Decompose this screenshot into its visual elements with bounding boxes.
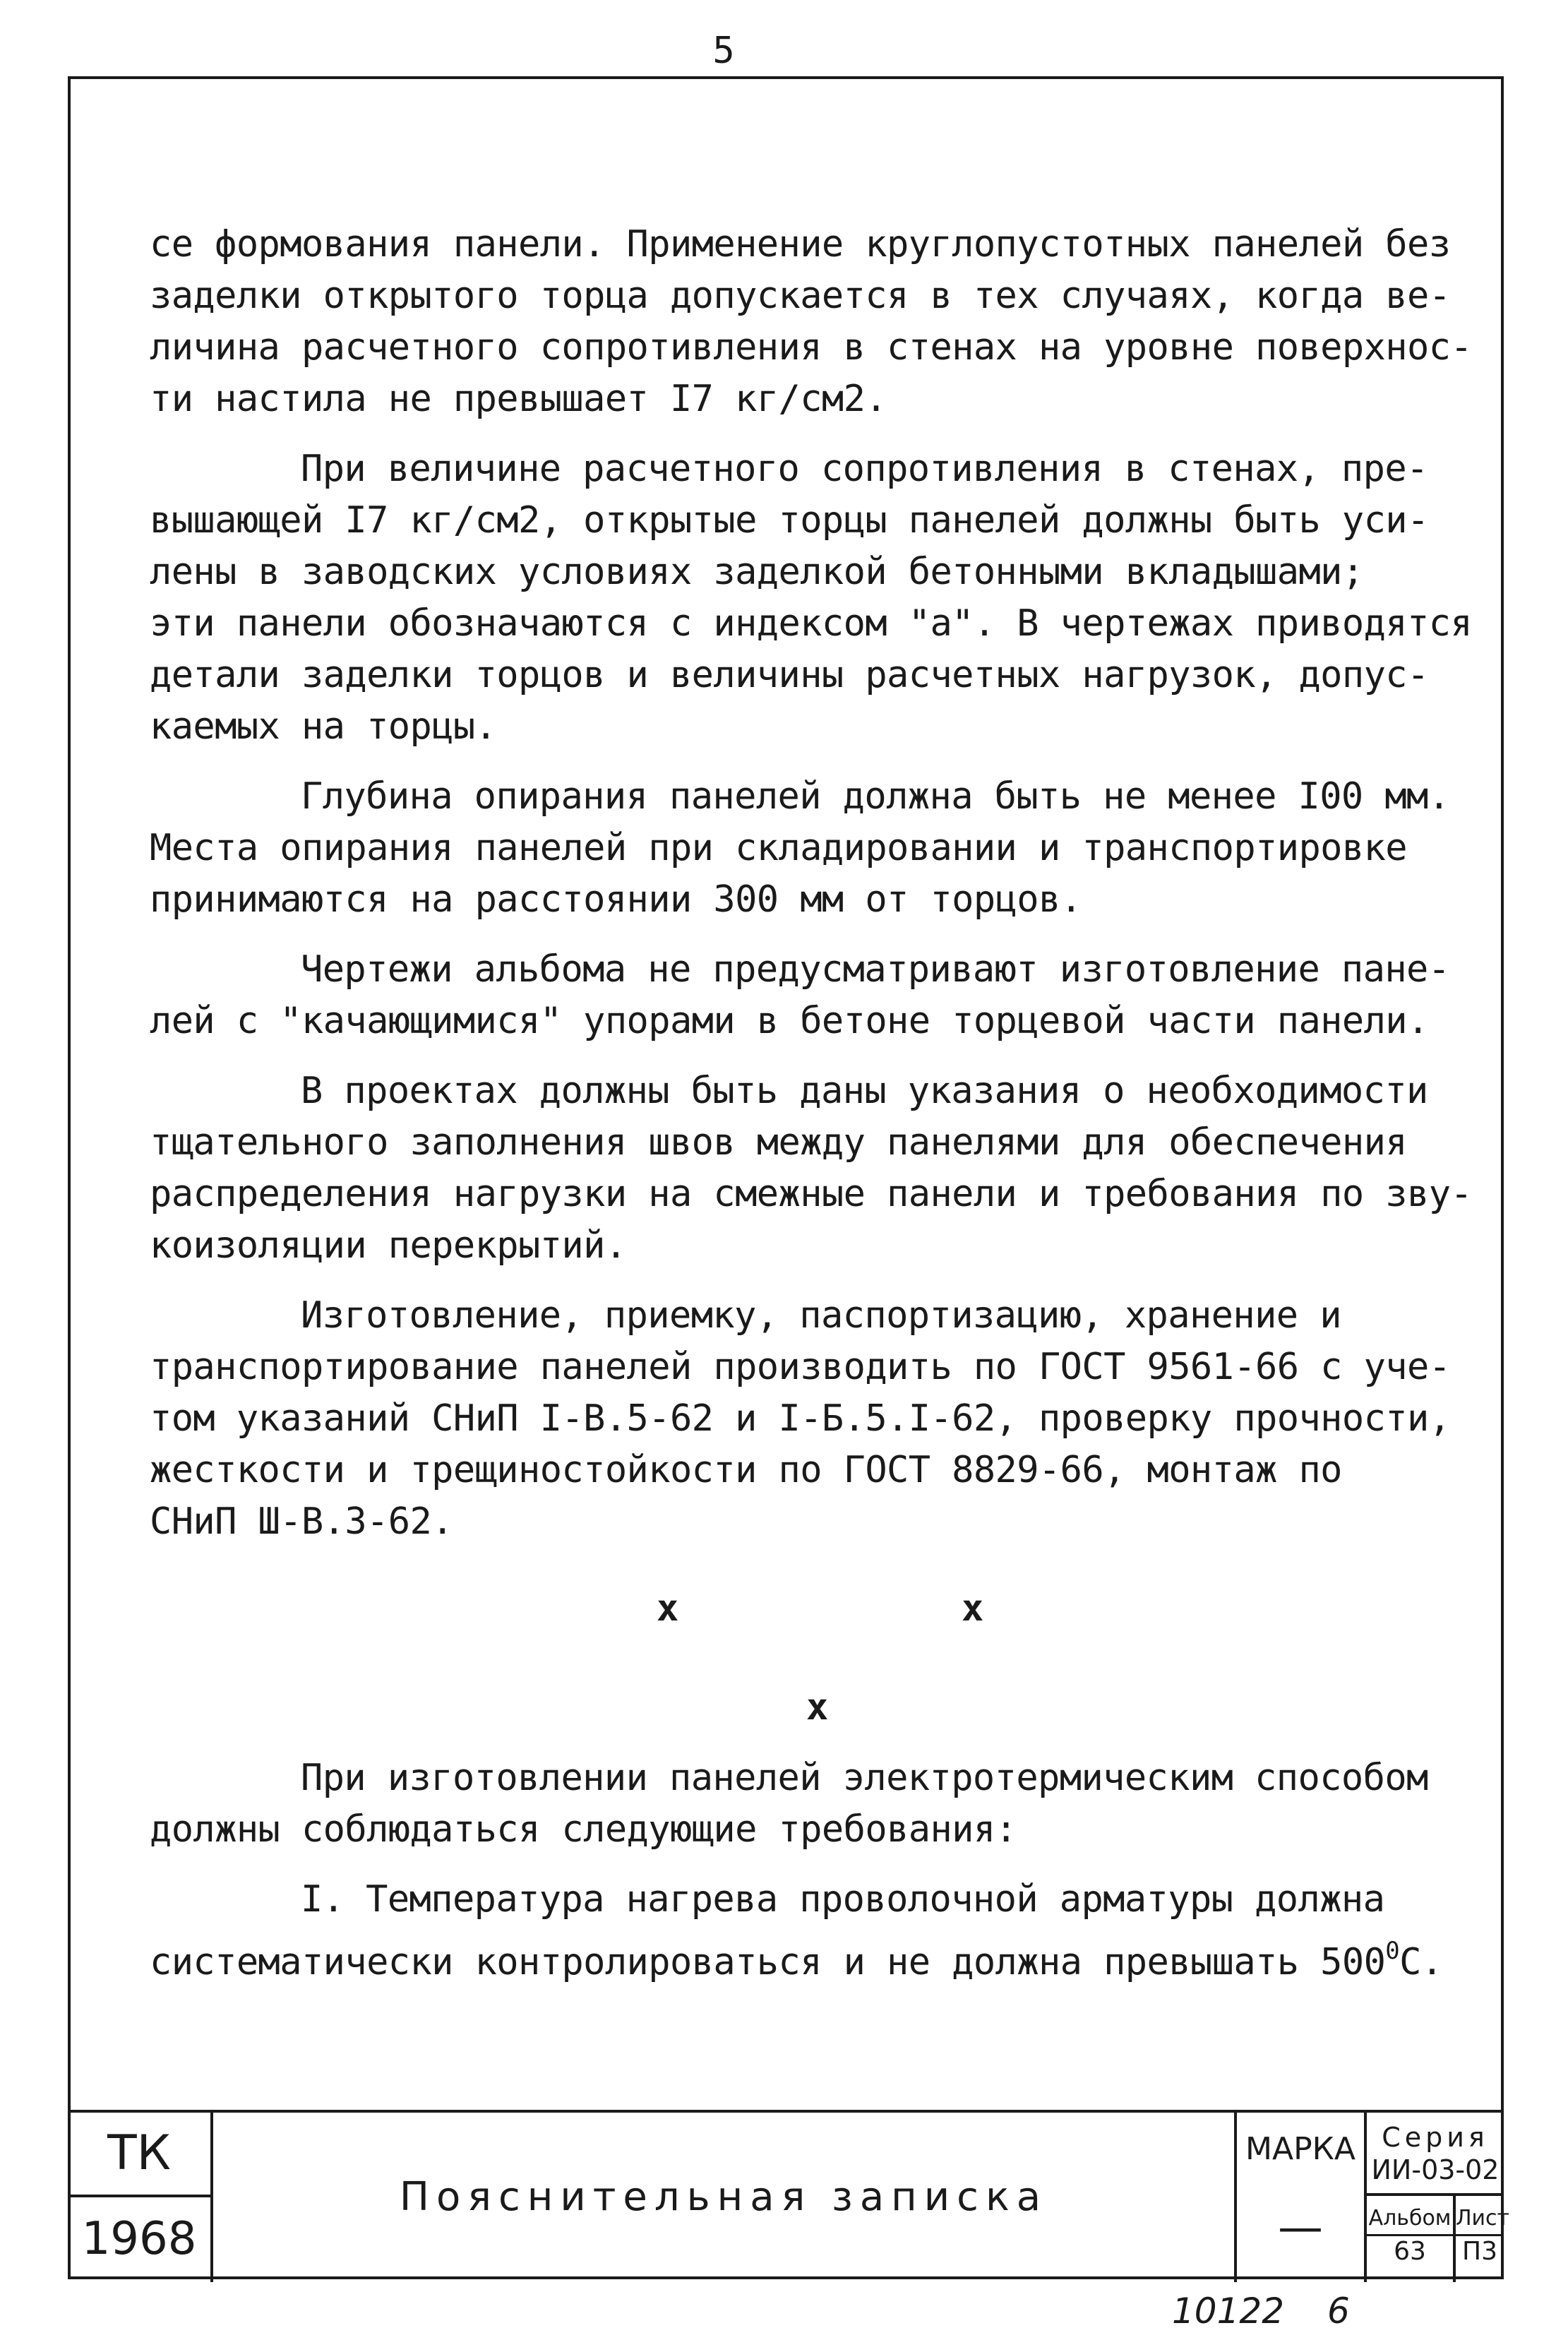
sheet-cell (1456, 2196, 1510, 2282)
text-fragment: С. (1399, 1941, 1443, 1983)
document-body (150, 219, 1473, 2007)
paragraph-1 (150, 219, 1473, 425)
series-value: ИИ-03-02 (1371, 2154, 1500, 2185)
section-separator (150, 1576, 1470, 1729)
sheet-count: 6 (1327, 2291, 1350, 2332)
paragraph-4 (150, 944, 1470, 1047)
separator-mark: x (806, 1686, 828, 1729)
text-line: лены в заводских условиях заделкой бетонными вкладышами; (150, 551, 1364, 593)
text-line: Чертежи альбома не предусматривают изготовление пане- (301, 948, 1450, 991)
text-line: ти настила не превышает I7 кг/см2. (150, 378, 887, 420)
page-number: 5 (712, 30, 735, 72)
paragraph-8 (150, 1874, 1470, 1988)
marka-label: МАРКА (1245, 2131, 1355, 2167)
archive-number: 10122 (1172, 2291, 1285, 2332)
text-fragment: систематически контролироваться и не должна превышать 500 (150, 1941, 1386, 1983)
text-line: принимаются на расстоянии 300 мм от торцов. (150, 878, 1082, 921)
series-label: Серия (1382, 2122, 1489, 2153)
text-line: личина расчетного сопротивления в стенах на уровне поверхнос- (150, 326, 1473, 369)
organization-code: ТК (68, 2113, 213, 2197)
album-value: 63 (1394, 2237, 1426, 2266)
sheet-value: П3 (1462, 2237, 1497, 2266)
text-line: се формования панели. Применение круглопустотных панелей без (150, 223, 1451, 265)
text-line: детали заделки торцов и величины расчетных нагрузок, допус- (150, 654, 1429, 696)
separator-mark: x (962, 1587, 983, 1630)
text-line: Места опирания панелей при складировании и транспортировке (150, 827, 1407, 869)
sheet-label: Лист (1456, 2203, 1504, 2236)
text-line: I. Температура нагрева проволочной арматуры должна (301, 1878, 1385, 1921)
text-line: коизоляции перекрытий. (150, 1224, 627, 1267)
text-line: вышающей I7 кг/см2, открытые торцы панелей должны быть уси- (150, 499, 1429, 542)
series-cell (1367, 2113, 1504, 2196)
text-line: СНиП Ш-В.3-62. (150, 1500, 453, 1543)
text-line: должны соблюдаться следующие требования: (150, 1808, 1017, 1851)
text-line: При величине расчетного сопротивления в стенах, пре- (301, 448, 1428, 490)
text-line: жесткости и трещиностойкости по ГОСТ 8829-66, монтаж по (150, 1449, 1342, 1491)
text-line: заделки открытого торца допускается в тех случаях, когда ве- (150, 275, 1451, 317)
text-line: Глубина опирания панелей должна быть не менее I00 мм. (301, 775, 1450, 818)
text-line: распределения нагрузки на смежные панели и требования по зву- (150, 1173, 1473, 1215)
title-block (68, 2110, 1510, 2279)
text-line: транспортирование панелей производить по ГОСТ 9561-66 с уче- (150, 1346, 1451, 1388)
album-label: Альбом (1367, 2203, 1453, 2236)
text-line (150, 1926, 1470, 1988)
document-title: Пояснительная записка (213, 2113, 1237, 2282)
text-line: тщательного заполнения швов между панелями для обеспечения (150, 1121, 1407, 1164)
marka-value: — (1278, 2202, 1323, 2254)
separator-mark: x (657, 1587, 678, 1630)
paragraph-3 (150, 771, 1470, 926)
marka-cell (1237, 2113, 1367, 2282)
text-line: лей с "качающимися" упорами в бетоне торцевой части панели. (150, 1000, 1429, 1042)
text-line: В проектах должны быть даны указания о необходимости (301, 1070, 1428, 1112)
paragraph-6 (150, 1290, 1470, 1548)
degree-superscript: 0 (1385, 1937, 1400, 1965)
paragraph-7 (150, 1753, 1470, 1856)
text-line: каемых на торцы. (150, 705, 497, 748)
text-line: При изготовлении панелей электротермическим способом (301, 1757, 1428, 1799)
text-line: Изготовление, приемку, паспортизацию, хранение и (301, 1294, 1341, 1337)
album-cell (1367, 2196, 1456, 2282)
year: 1968 (68, 2197, 213, 2282)
text-line: том указаний СНиП I-В.5-62 и I-Б.5.I-62, проверку прочности, (150, 1397, 1451, 1440)
paragraph-2 (150, 443, 1473, 753)
paragraph-5 (150, 1065, 1473, 1272)
text-line: эти панели обозначаются с индексом "а". В чертежах приводятся (150, 602, 1473, 645)
